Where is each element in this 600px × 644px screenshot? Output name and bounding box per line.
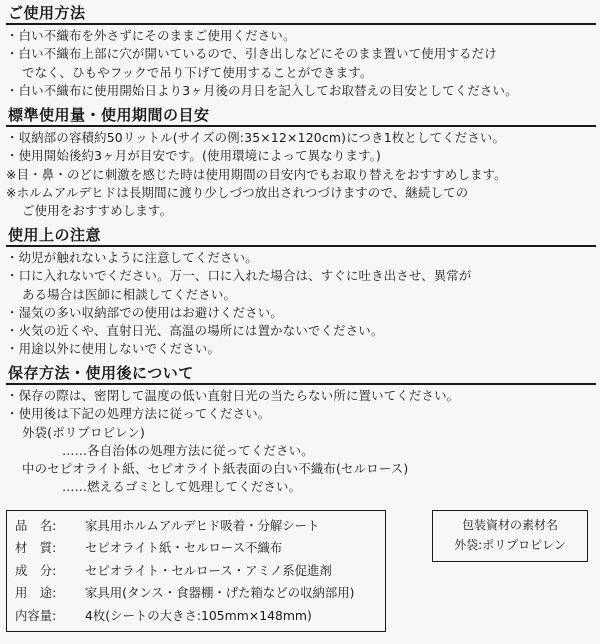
storage-section <box>6 364 596 497</box>
usage-line: ・白い不織布に使用開始日より3ヶ月後の月日を記入してお取替えの目安としてください。 <box>6 82 518 98</box>
spec-row <box>15 582 377 604</box>
storage-line: ……各自治体の処理方法に従ってください。 <box>62 442 314 458</box>
packaging-value: 外袋:ポリプロピレン <box>454 538 566 552</box>
standard-line: ※目・鼻・のどに刺激を感じた時は使用期間の目安内でもお取り替えをおすすめします。 <box>6 166 507 182</box>
caution-line: ・幼児が触れないように注意してください。 <box>6 250 258 265</box>
storage-line: ・保存の際は、密閉して温度の低い直射日光の当たらない所に置いてください。 <box>6 388 460 403</box>
caution-heading: 使用上の注意 <box>6 226 596 247</box>
spec-value: 4枚(シートの大きさ:105mm×148mm) <box>85 607 312 623</box>
spec-label: 品 名: <box>15 518 57 533</box>
spec-label: 材 質: <box>15 540 57 556</box>
usage-line: ・白い不織布を外さずにそのままご使用ください。 <box>6 28 296 43</box>
caution-line: ・湿気の多い収納部での使用はお避けください。 <box>6 304 283 320</box>
storage-line: ・使用後は下記の処理方法に従ってください。 <box>6 406 271 422</box>
spec-row <box>15 537 377 559</box>
standard-line: ご使用をおすすめします。 <box>22 203 173 219</box>
standard-section <box>6 106 596 220</box>
caution-line: ・火気の近くや、直射日光、高温の場所には置かないでください。 <box>6 323 384 339</box>
caution-line: ある場合は医師に相談してください。 <box>22 286 237 302</box>
product-specs-box <box>6 510 386 632</box>
usage-line: でなく、ひもやフックで吊り下げて使用することができます。 <box>22 64 373 80</box>
spec-row <box>15 515 377 537</box>
caution-section <box>6 226 596 359</box>
standard-line: ※ホルムアルデヒドは長期間に渡り少しづつ放出されつづけますので、継続しての <box>6 184 469 200</box>
spec-row <box>15 560 377 582</box>
storage-line: 中のセピオライト紙、セピオライト紙表面の白い不織布(セルロース) <box>22 461 409 477</box>
usage-heading: ご使用方法 <box>6 4 596 25</box>
spec-row <box>15 605 377 627</box>
spec-value: 家具用(タンス・食器棚・げた箱などの収納部用) <box>85 585 355 601</box>
storage-line: 外袋(ポリプロピレン) <box>22 424 146 440</box>
spec-value: セピオライト紙・セルロース不織布 <box>85 540 283 556</box>
storage-line: ……燃えるゴミとして処理してください。 <box>62 479 302 495</box>
usage-line: ・白い不織布上部に穴が開いているので、引き出しなどにそのまま置いて使用するだけ <box>6 46 497 62</box>
standard-line: ・収納部の容積約50リットル(サイズの例:35×12×120cm)につき1枚としてください。 <box>6 130 506 145</box>
packaging-title: 包装資材の素材名 <box>461 518 558 532</box>
spec-value: セピオライト・セルロース・アミノ系促進剤 <box>85 562 332 578</box>
usage-section <box>6 4 596 100</box>
packaging-material-box <box>432 510 588 562</box>
caution-line: ・口に入れないでください。万一、口に入れた場合は、すぐに吐き出させ、異常が <box>6 268 472 284</box>
spec-value: 家具用ホルムアルデヒド吸着・分解シート <box>85 518 320 533</box>
standard-line: ・使用開始後約3ヶ月が目安です。(使用環境によって異なります。) <box>6 148 382 164</box>
caution-line: ・用途以外に使用しないでください。 <box>6 341 221 357</box>
spec-label: 用 途: <box>15 585 57 601</box>
spec-label: 内容量: <box>15 607 57 623</box>
spec-label: 成 分: <box>15 562 57 578</box>
storage-heading: 保存方法・使用後について <box>6 364 596 385</box>
standard-heading: 標準使用量・使用期間の目安 <box>6 106 596 127</box>
